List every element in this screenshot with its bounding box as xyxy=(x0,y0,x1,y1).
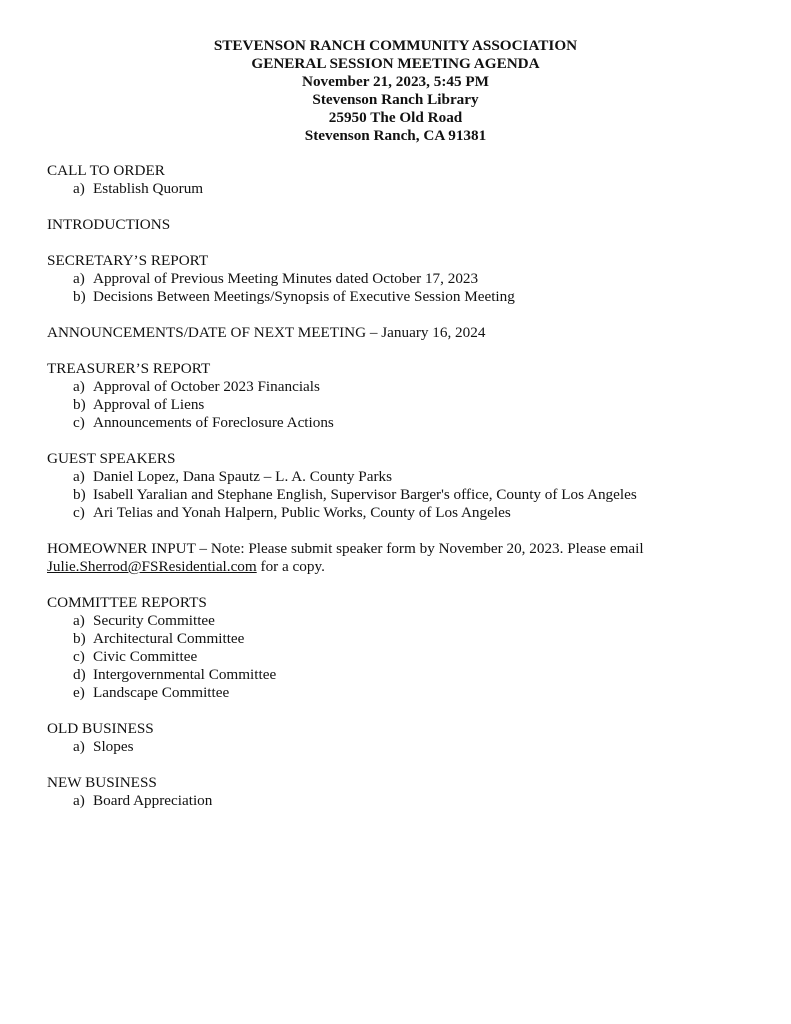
item-text: Ari Telias and Yonah Halpern, Public Works, County of Los Angeles xyxy=(93,504,511,521)
item-text: Decisions Between Meetings/Synopsis of Executive Session Meeting xyxy=(93,288,515,305)
venue-street: 25950 The Old Road xyxy=(328,109,463,126)
agenda-body xyxy=(47,162,767,828)
item-marker: a) xyxy=(73,180,85,197)
list-item xyxy=(47,666,767,684)
item-marker: e) xyxy=(73,684,85,701)
homeowner-input-note: HOMEOWNER INPUT – Note: Please submit speaker form by November 20, 2023. Please email xyxy=(47,540,644,557)
list-item xyxy=(47,612,767,630)
section-title: COMMITTEE REPORTS xyxy=(47,594,207,611)
section-announcements xyxy=(47,324,767,342)
item-text: Intergovernmental Committee xyxy=(93,666,277,683)
section-title: INTRODUCTIONS xyxy=(47,216,171,233)
list-item xyxy=(47,648,767,666)
section-old-business xyxy=(47,720,767,756)
item-marker: b) xyxy=(73,486,86,503)
list-item xyxy=(47,180,767,198)
list-item xyxy=(47,792,767,810)
item-text: Security Committee xyxy=(93,612,215,629)
section-committee-reports xyxy=(47,594,767,702)
item-marker: b) xyxy=(73,396,86,413)
section-treasurer-report xyxy=(47,360,767,432)
contact-suffix: for a copy. xyxy=(256,558,325,575)
section-title: CALL TO ORDER xyxy=(47,162,165,179)
list-item xyxy=(47,630,767,648)
venue-city: Stevenson Ranch, CA 91381 xyxy=(304,127,487,144)
list-item xyxy=(47,504,767,522)
list-item xyxy=(47,684,767,702)
item-marker: c) xyxy=(73,648,85,665)
section-new-business xyxy=(47,774,767,810)
list-item xyxy=(47,486,767,504)
section-secretary-report xyxy=(47,252,767,306)
item-marker: a) xyxy=(73,468,85,485)
item-text: Approval of Previous Meeting Minutes dated October 17, 2023 xyxy=(93,270,479,287)
list-item xyxy=(47,396,767,414)
item-text: Landscape Committee xyxy=(93,684,230,701)
section-title: NEW BUSINESS xyxy=(47,774,157,791)
association-name: STEVENSON RANCH COMMUNITY ASSOCIATION xyxy=(213,37,578,54)
section-title: OLD BUSINESS xyxy=(47,720,154,737)
item-marker: a) xyxy=(73,792,85,809)
list-item xyxy=(47,468,767,486)
item-marker: a) xyxy=(73,378,85,395)
list-item xyxy=(47,738,767,756)
item-text: Announcements of Foreclosure Actions xyxy=(93,414,334,431)
item-marker: b) xyxy=(73,630,86,647)
item-text: Civic Committee xyxy=(93,648,198,665)
section-title: GUEST SPEAKERS xyxy=(47,450,176,467)
section-call-to-order xyxy=(47,162,767,198)
item-text: Approval of Liens xyxy=(93,396,205,413)
item-marker: a) xyxy=(73,612,85,629)
section-title: SECRETARY’S REPORT xyxy=(47,252,209,269)
item-marker: c) xyxy=(73,504,85,521)
meeting-datetime: November 21, 2023, 5:45 PM xyxy=(302,73,489,90)
section-title: TREASURER’S REPORT xyxy=(47,360,211,377)
contact-email-link[interactable]: Julie.Sherrod@FSResidential.com xyxy=(47,558,257,575)
item-marker: c) xyxy=(73,414,85,431)
item-text: Establish Quorum xyxy=(93,180,204,197)
list-item xyxy=(47,288,767,306)
item-marker: d) xyxy=(73,666,86,683)
list-item xyxy=(47,378,767,396)
list-item xyxy=(47,414,767,432)
item-marker: a) xyxy=(73,270,85,287)
document-header xyxy=(0,37,791,145)
item-text: Approval of October 2023 Financials xyxy=(93,378,320,395)
section-title: ANNOUNCEMENTS/DATE OF NEXT MEETING – January 16, 2024 xyxy=(47,324,486,341)
item-text: Isabell Yaralian and Stephane English, Supervisor Barger's office, County of Los Angeles xyxy=(93,486,637,503)
item-text: Board Appreciation xyxy=(93,792,213,809)
section-guest-speakers xyxy=(47,450,767,522)
meeting-venue: Stevenson Ranch Library xyxy=(312,91,479,108)
meeting-title: GENERAL SESSION MEETING AGENDA xyxy=(251,55,540,72)
item-marker: a) xyxy=(73,738,85,755)
item-text: Daniel Lopez, Dana Spautz – L. A. County Parks xyxy=(93,468,393,485)
homeowner-input-contact xyxy=(47,558,767,576)
item-marker: b) xyxy=(73,288,86,305)
item-text: Architectural Committee xyxy=(93,630,245,647)
item-text: Slopes xyxy=(93,738,134,755)
list-item xyxy=(47,270,767,288)
section-introductions xyxy=(47,216,767,234)
section-homeowner-input xyxy=(47,540,767,576)
